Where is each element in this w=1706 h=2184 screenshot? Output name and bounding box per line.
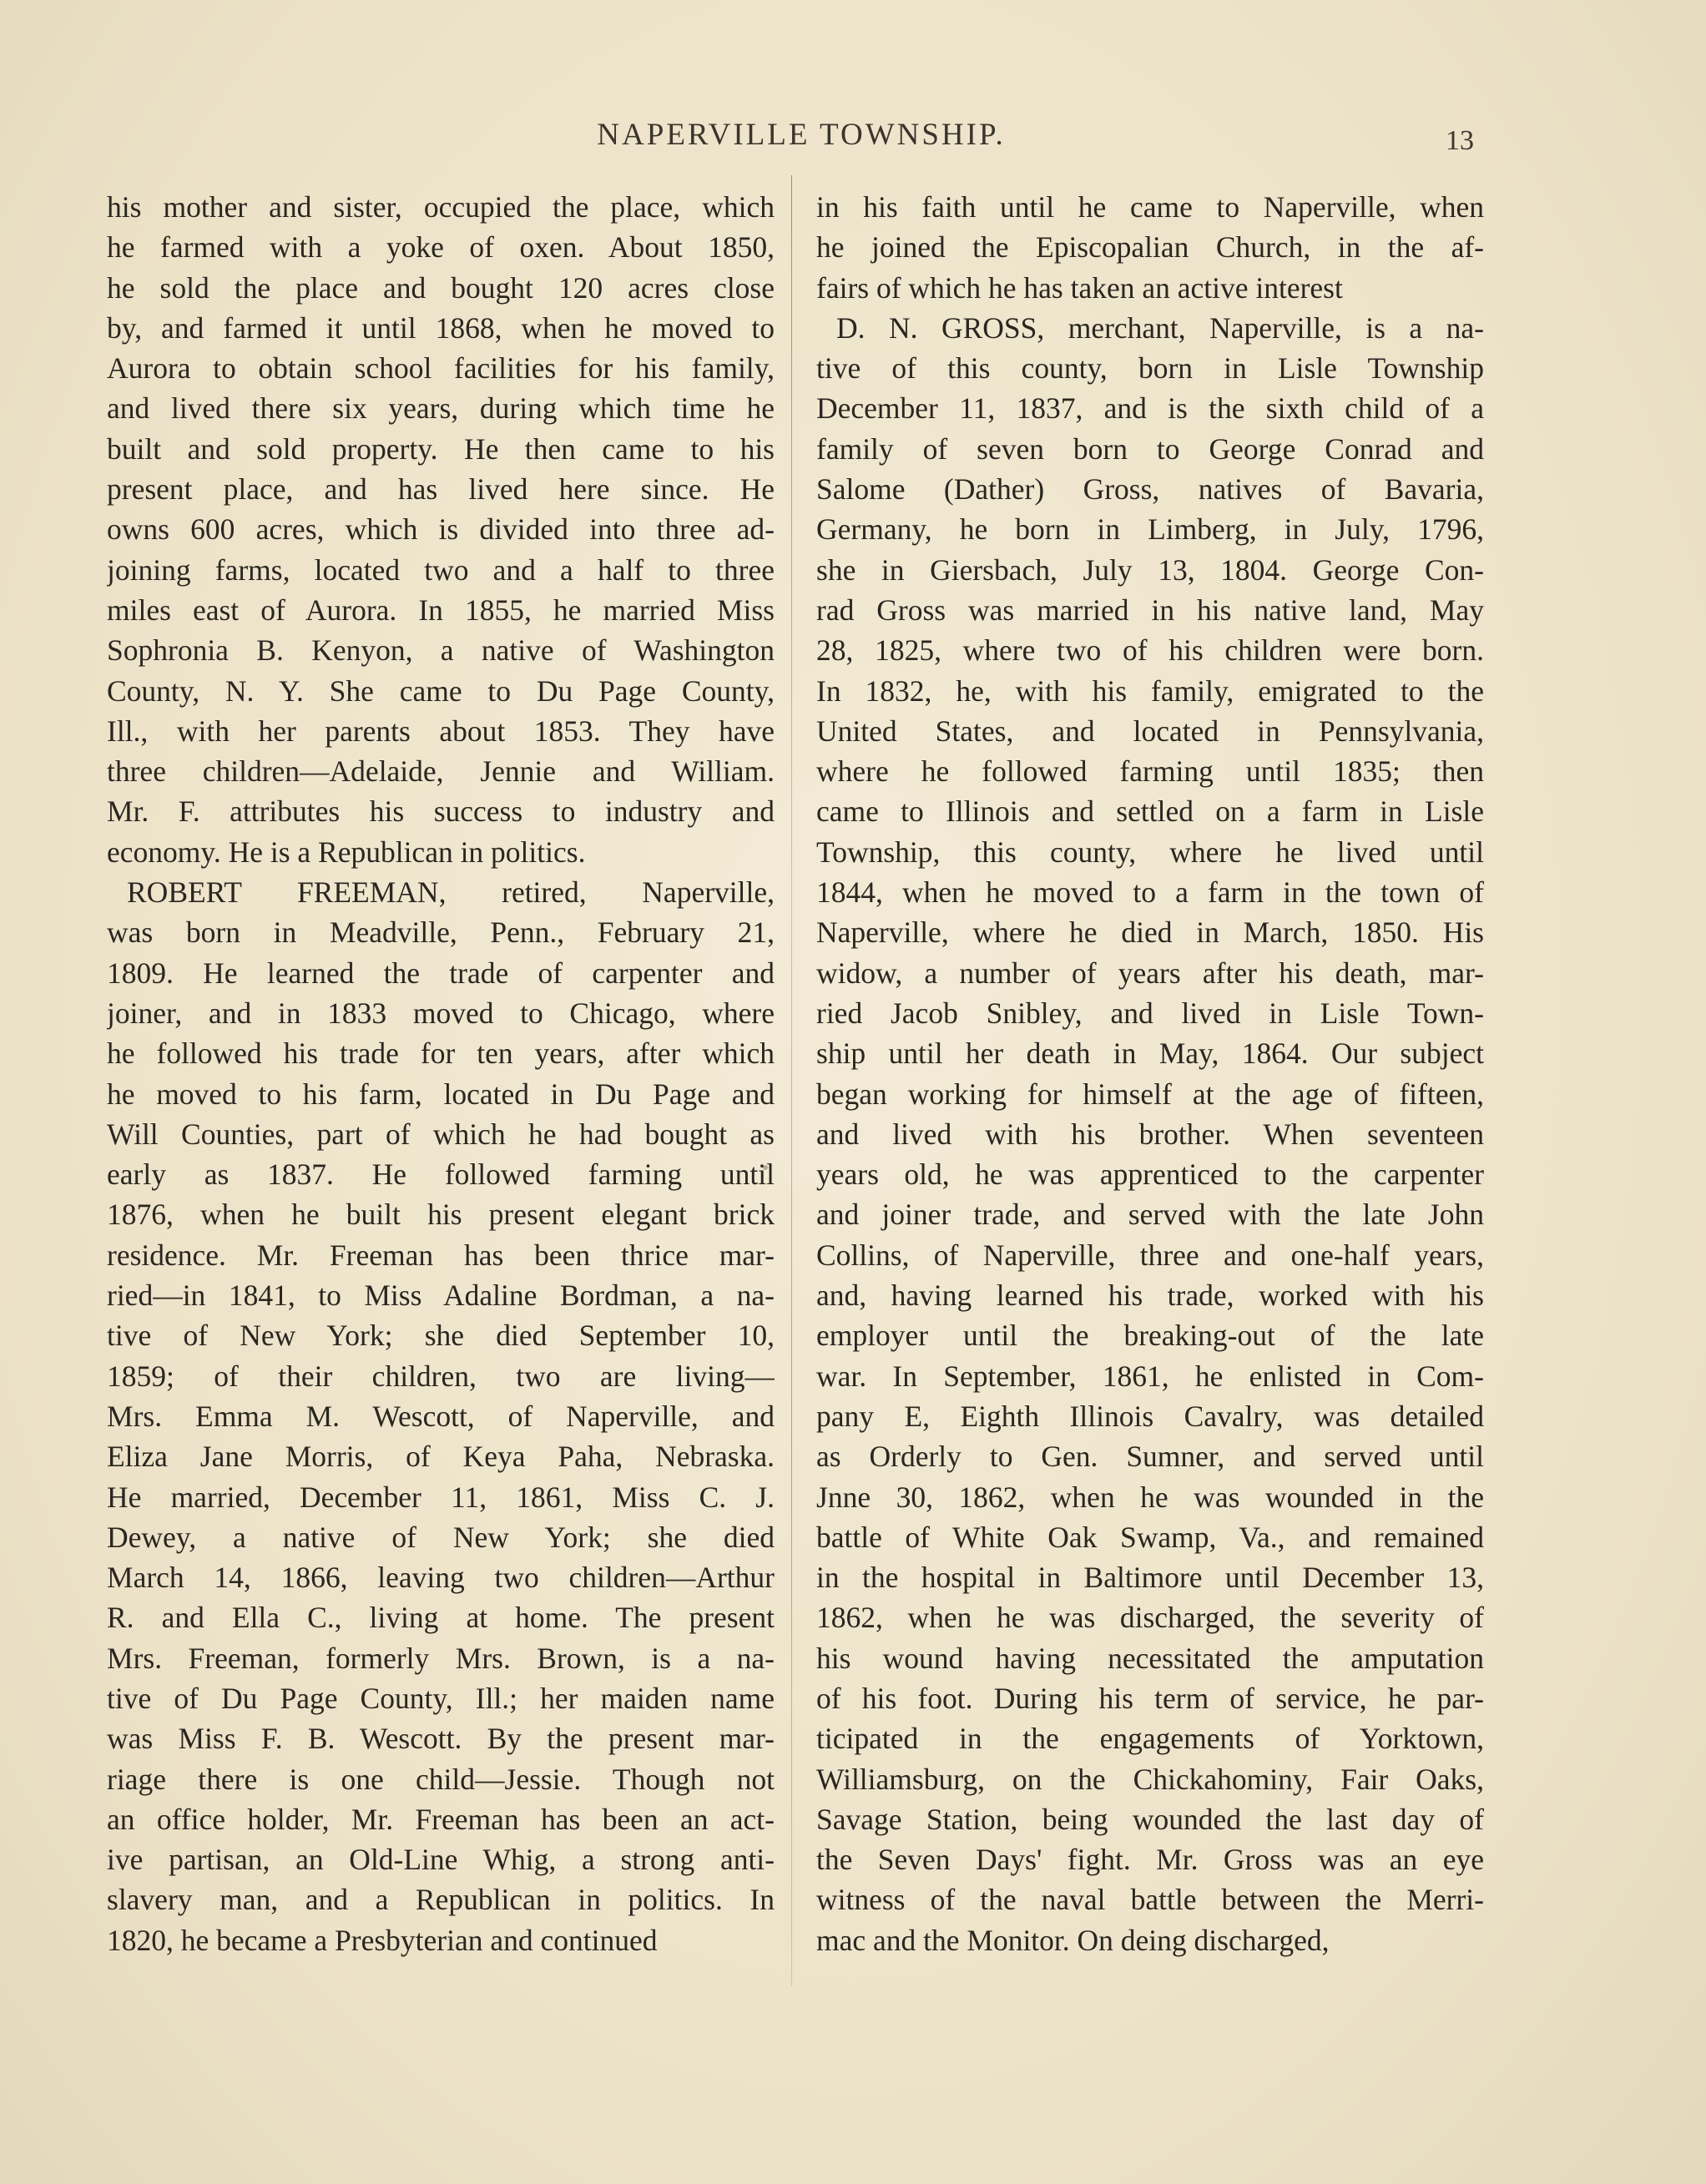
text-line: 28, 1825, where two of his children were born.: [816, 633, 1484, 668]
text-line: Dewey, a native of New York; she died: [107, 1520, 775, 1554]
text-line: she in Giersbach, July 13, 1804. George Con-: [816, 552, 1484, 587]
text-line: present place, and has lived here since. He: [107, 472, 775, 507]
page-title: NAPERVILLE TOWNSHIP.: [597, 118, 1006, 152]
text-line: Mrs. Freeman, formerly Mrs. Brown, is a na-: [107, 1641, 775, 1675]
text-line: widow, a number of years after his death, mar-: [816, 956, 1484, 990]
text-line: ried Jacob Snibley, and lived in Lisle Town-: [816, 996, 1484, 1030]
text-line: Savage Station, being wounded the last day of: [816, 1802, 1484, 1836]
text-line: his wound having necessitated the amputation: [816, 1641, 1484, 1675]
text-line: 1844, when he moved to a farm in the town of: [816, 875, 1484, 910]
text-line: fairs of which he has taken an active interest: [816, 270, 1343, 305]
text-line: and, having learned his trade, worked with his: [816, 1279, 1484, 1313]
right-column: [816, 187, 1484, 1960]
text-line: Jnne 30, 1862, when he was wounded in the: [816, 1480, 1484, 1514]
text-line: tive of New York; she died September 10,: [107, 1319, 775, 1353]
text-line: Aurora to obtain school facilities for his family,: [107, 351, 775, 386]
text-line: March 14, 1866, leaving two children—Arthur: [107, 1561, 775, 1595]
text-line: tive of Du Page County, Ill.; her maiden name: [107, 1681, 775, 1715]
text-line: war. In September, 1861, he enlisted in Com-: [816, 1359, 1484, 1393]
text-line: years old, he was apprenticed to the carpenter: [816, 1158, 1484, 1192]
text-line: Sophronia B. Kenyon, a native of Washington: [107, 633, 775, 668]
text-line: 1862, when he was discharged, the severity of: [816, 1601, 1484, 1635]
text-line: owns 600 acres, which is divided into three ad-: [107, 512, 775, 547]
text-line: 1820, he became a Presbyterian and continued: [107, 1923, 658, 1957]
text-line: joiner, and in 1833 moved to Chicago, where: [107, 996, 775, 1030]
text-line: 1876, when he built his present elegant brick: [107, 1198, 775, 1232]
text-line: ticipated in the engagements of Yorktown,: [816, 1722, 1484, 1756]
text-line: he sold the place and bought 120 acres close: [107, 270, 775, 305]
text-line: miles east of Aurora. In 1855, he married Miss: [107, 593, 775, 627]
text-line: riage there is one child—Jessie. Though not: [107, 1762, 775, 1796]
text-line: of his foot. During his term of service, he par-: [816, 1681, 1484, 1715]
text-line: by, and farmed it until 1868, when he moved to: [107, 310, 775, 345]
text-line: and lived there six years, during which time he: [107, 391, 775, 426]
text-line: and joiner trade, and served with the late John: [816, 1198, 1484, 1232]
text-line: his mother and sister, occupied the place, which: [107, 190, 775, 224]
text-line: ship until her death in May, 1864. Our subject: [816, 1037, 1484, 1071]
text-line: he followed his trade for ten years, after which: [107, 1037, 775, 1071]
text-line: began working for himself at the age of fifteen,: [816, 1077, 1484, 1111]
text-line: he joined the Episcopalian Church, in the af-: [816, 230, 1484, 265]
text-line: he moved to his farm, located in Du Page and: [107, 1077, 775, 1111]
text-line: three children—Adelaide, Jennie and William.: [107, 754, 775, 789]
text-line: and lived with his brother. When seventeen: [816, 1117, 1484, 1151]
text-line: joining farms, located two and a half to three: [107, 552, 775, 587]
text-line: United States, and located in Pennsylvania,: [816, 714, 1484, 748]
text-line: early as 1837. He followed farming until: [107, 1158, 775, 1192]
text-line: Mrs. Emma M. Wescott, of Naperville, and: [107, 1399, 775, 1433]
text-line: rad Gross was married in his native land, May: [816, 593, 1484, 627]
text-line: was Miss F. B. Wescott. By the present mar-: [107, 1722, 775, 1756]
text-line: in his faith until he came to Naperville, when: [816, 190, 1484, 224]
text-line: mac and the Monitor. On deing discharged,: [816, 1923, 1330, 1957]
text-line: Township, this county, where he lived until: [816, 835, 1484, 869]
text-line: He married, December 11, 1861, Miss C. J.: [107, 1480, 775, 1514]
text-line: tive of this county, born in Lisle Township: [816, 351, 1484, 386]
column-divider: [791, 175, 792, 1986]
text-line: Mr. F. attributes his success to industry and: [107, 794, 775, 829]
text-line: economy. He is a Republican in politics.: [107, 835, 586, 869]
text-line: slavery man, and a Republican in politics. In: [107, 1883, 775, 1917]
text-line: in the hospital in Baltimore until December 13,: [816, 1561, 1484, 1595]
text-line: Eliza Jane Morris, of Keya Paha, Nebraska.: [107, 1440, 775, 1474]
text-line: In 1832, he, with his family, emigrated to the: [816, 673, 1484, 708]
text-line: Collins, of Naperville, three and one-half years,: [816, 1238, 1484, 1272]
text-line: battle of White Oak Swamp, Va., and remained: [816, 1520, 1484, 1554]
text-line: D. N. GROSS, merchant, Naperville, is a na-: [836, 310, 1484, 345]
text-line: residence. Mr. Freeman has been thrice mar-: [107, 1238, 775, 1272]
text-line: he farmed with a yoke of oxen. About 1850,: [107, 230, 775, 265]
text-line: Germany, he born in Limberg, in July, 1796,: [816, 512, 1484, 547]
text-line: ROBERT FREEMAN, retired, Naperville,: [127, 875, 775, 910]
text-line: where he followed farming until 1835; then: [816, 754, 1484, 789]
text-line: Will Counties, part of which he had bought as: [107, 1117, 775, 1151]
text-line: pany E, Eighth Illinois Cavalry, was detailed: [816, 1399, 1484, 1433]
text-line: Naperville, where he died in March, 1850. His: [816, 915, 1484, 950]
text-line: 1809. He learned the trade of carpenter and: [107, 956, 775, 990]
text-line: employer until the breaking-out of the late: [816, 1319, 1484, 1353]
text-line: family of seven born to George Conrad and: [816, 431, 1484, 466]
text-line: an office holder, Mr. Freeman has been an act-: [107, 1802, 775, 1836]
text-line: ive partisan, an Old-Line Whig, a strong anti-: [107, 1843, 775, 1877]
text-line: R. and Ella C., living at home. The present: [107, 1601, 775, 1635]
text-line: came to Illinois and settled on a farm in Lisle: [816, 794, 1484, 829]
text-line: built and sold property. He then came to his: [107, 431, 775, 466]
text-line: December 11, 1837, and is the sixth child of a: [816, 391, 1484, 426]
left-column: [107, 187, 775, 1960]
text-line: ried—in 1841, to Miss Adaline Bordman, a na-: [107, 1279, 775, 1313]
text-line: Williamsburg, on the Chickahominy, Fair Oaks,: [816, 1762, 1484, 1796]
text-line: 1859; of their children, two are living—: [107, 1359, 775, 1393]
text-line: witness of the naval battle between the Merri-: [816, 1883, 1484, 1917]
text-line: County, N. Y. She came to Du Page County,: [107, 673, 775, 708]
text-line: the Seven Days' fight. Mr. Gross was an eye: [816, 1843, 1484, 1877]
text-line: Ill., with her parents about 1853. They have: [107, 714, 775, 748]
page-number: 13: [1446, 125, 1474, 156]
text-line: as Orderly to Gen. Sumner, and served until: [816, 1440, 1484, 1474]
text-line: Salome (Dather) Gross, natives of Bavaria,: [816, 472, 1484, 507]
text-line: was born in Meadville, Penn., February 21,: [107, 915, 775, 950]
